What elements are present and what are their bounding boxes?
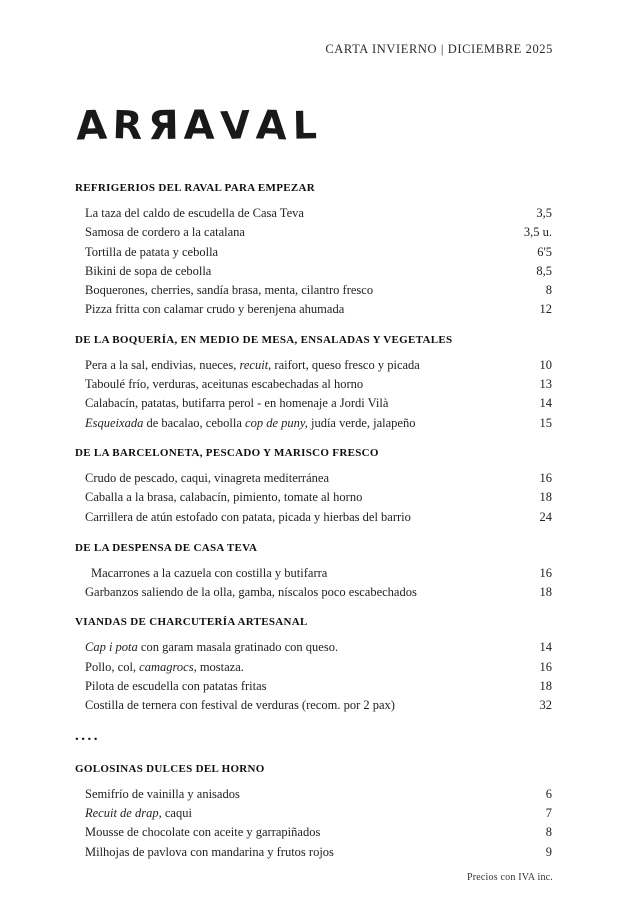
- menu-item-name: Pollo, col, camagrocs, mostaza.: [85, 659, 244, 674]
- section-heading: REFRIGERIOS DEL RAVAL PARA EMPEZAR: [75, 182, 316, 194]
- menu-item-name: Tortilla de patata y cebolla: [85, 244, 219, 259]
- menu-item-price: 32: [539, 698, 552, 713]
- menu-item-name: Mousse de chocolate con aceite y garrapiñados: [85, 825, 321, 840]
- menu-item-name: Bikini de sopa de cebolla: [85, 263, 212, 278]
- menu-item: [75, 843, 552, 862]
- menu-item-price: 8: [545, 283, 552, 298]
- menu-item-price: 6: [545, 786, 552, 801]
- menu-item-price: 3,5 u.: [523, 225, 552, 240]
- menu-item-name: Macarrones a la cazuela con costilla y butifarra: [91, 565, 328, 580]
- menu-item: [75, 785, 552, 804]
- section-heading: DE LA DESPENSA DE CASA TEVA: [75, 541, 258, 554]
- menu-item-name: Garbanzos saliendo de la olla, gamba, níscalos poco escabechados: [85, 585, 417, 600]
- menu-item-name: Costilla de ternera con festival de verduras (recom. por 2 pax): [85, 698, 395, 713]
- menu-item: [75, 394, 552, 413]
- menu-item: [75, 262, 552, 281]
- menu-item-name: Carrillera de atún estofado con patata, picada y hierbas del barrio: [85, 509, 411, 524]
- menu-item-name: La taza del caldo de escudella de Casa Teva: [85, 206, 304, 220]
- menu-item-price: 16: [539, 470, 552, 485]
- restaurant-logo: ARЯAVAL: [75, 102, 322, 150]
- menu-item: [75, 414, 552, 433]
- menu-item-name: Esqueixada de bacalao, cebolla cop de puny, judía verde, jalapeño: [85, 415, 416, 430]
- menu-item: [75, 508, 552, 527]
- menu-item: [75, 375, 552, 394]
- footer-note: Precios con IVA inc.: [466, 872, 553, 883]
- menu-item: [75, 223, 552, 242]
- course-separator-dots: ....: [75, 727, 100, 744]
- section-viandas: [75, 615, 552, 715]
- menu-item-price: 7: [545, 805, 552, 820]
- menu-item-name: Caballa a la brasa, calabacín, pimiento, tomate al horno: [85, 490, 363, 505]
- menu-item-price: 13: [539, 377, 552, 392]
- section-heading: DE LA BOQUERÍA, EN MEDIO DE MESA, ENSALADAS Y VEGETALES: [75, 333, 453, 346]
- section-heading: GOLOSINAS DULCES DEL HORNO: [75, 762, 265, 775]
- menu-item-price: 18: [539, 490, 552, 505]
- menu-item-name: Recuit de drap, caqui: [85, 805, 192, 820]
- menu-item-name: Boquerones, cherries, sandía brasa, menta, cilantro fresco: [85, 283, 374, 298]
- menu-item: [75, 356, 552, 375]
- menu-item-name: Pera a la sal, endivias, nueces, recuit, raifort, queso fresco y picada: [85, 357, 420, 372]
- menu-item: [75, 469, 552, 488]
- menu-item-price: 3,5: [536, 206, 552, 220]
- section-boqueria: [75, 333, 552, 433]
- menu-item-name: Pilota de escudella con patatas fritas: [85, 679, 267, 694]
- document-header: [325, 42, 553, 57]
- menu-item-price: 14: [539, 640, 552, 655]
- menu-item: [75, 583, 552, 602]
- menu-item-price: 18: [539, 679, 552, 694]
- section-golosinas: [75, 762, 552, 862]
- menu-item: [75, 564, 552, 583]
- section-barceloneta: [75, 446, 552, 527]
- menu-item-price: 8: [545, 825, 552, 840]
- menu-item: [75, 804, 552, 823]
- menu-item-price: 16: [539, 565, 552, 580]
- menu-item-price: 6'5: [537, 244, 552, 259]
- menu-item: [75, 488, 552, 507]
- menu-body: [75, 181, 552, 875]
- section-heading: VIANDAS DE CHARCUTERÍA ARTESANAL: [75, 616, 308, 629]
- menu-item-name: Taboulé frío, verduras, aceitunas escabechadas al horno: [85, 377, 364, 392]
- section-despensa: [75, 541, 552, 603]
- menu-item-price: 12: [539, 302, 552, 317]
- header-title: CARTA INVIERNO | DICIEMBRE 2025: [325, 42, 553, 56]
- menu-item-price: 9: [545, 844, 552, 859]
- menu-item: [75, 243, 552, 262]
- menu-item-name: Semifrío de vainilla y anisados: [85, 786, 240, 801]
- menu-item-price: 14: [539, 396, 552, 411]
- menu-item: [75, 204, 552, 223]
- menu-item: [75, 281, 552, 300]
- menu-item-price: 8,5: [536, 263, 552, 278]
- menu-item-name: Pizza fritta con calamar crudo y berenjena ahumada: [85, 302, 345, 317]
- menu-item-price: 24: [539, 509, 552, 524]
- menu-item-name: Milhojas de pavlova con mandarina y frutos rojos: [85, 844, 334, 859]
- menu-item-price: 10: [539, 357, 552, 372]
- menu-item: [75, 300, 552, 319]
- section-heading: DE LA BARCELONETA, PESCADO Y MARISCO FRESCO: [75, 446, 379, 459]
- menu-item: [75, 658, 552, 677]
- menu-item: [75, 677, 552, 696]
- menu-item-name: Cap i pota con garam masala gratinado con queso.: [85, 640, 339, 655]
- menu-item: [75, 823, 552, 842]
- document-footer: [467, 872, 553, 883]
- menu-item-name: Calabacín, patatas, butifarra perol - en homenaje a Jordi Vilà: [85, 396, 389, 411]
- menu-item-name: Samosa de cordero a la catalana: [85, 225, 245, 240]
- menu-item-name: Crudo de pescado, caqui, vinagreta mediterránea: [85, 470, 329, 485]
- menu-item: [75, 696, 552, 715]
- menu-item-price: 18: [539, 585, 552, 600]
- menu-item-price: 15: [539, 415, 552, 430]
- menu-item: [75, 638, 552, 657]
- menu-item-price: 16: [539, 659, 552, 674]
- section-refrigerios: [75, 181, 552, 320]
